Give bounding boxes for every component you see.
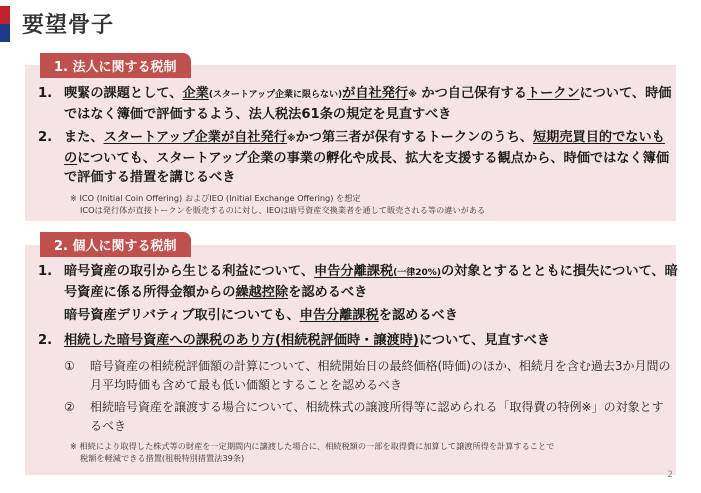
text-underlined: が自社発行 <box>342 86 409 101</box>
text-underlined: 短期売買目的でないもの <box>64 130 665 166</box>
text-underlined: 企業 <box>182 86 209 101</box>
section1-note <box>70 192 485 216</box>
circled-number: ① <box>64 359 75 373</box>
text: かつ第三者が保有するトークンのうち、 <box>295 130 533 145</box>
note-line: ※ 相続により取得した株式等の財産を一定期間内に譲渡した場合に、相続税額の一部を取得費に加算して譲渡所得を計算することで <box>70 441 555 451</box>
note-line: ※ ICO (Initial Coin Offering) およびIEO (Initial Exchange Offering) を想定 <box>70 193 361 203</box>
title-accent-bar <box>0 6 10 42</box>
page-number: 2 <box>667 470 673 480</box>
text-small: (一律20%) <box>393 268 441 278</box>
text: かつ自己保有する <box>421 86 527 101</box>
text: また、 <box>64 130 104 145</box>
text-underlined: 申告分離課税 <box>299 308 379 323</box>
text: 暗号資産デリバティブ取引についても、 <box>64 308 300 323</box>
section1-item2 <box>38 128 678 187</box>
section1-item1 <box>38 84 678 124</box>
section2-sub1 <box>64 357 674 395</box>
section2-item2 <box>38 331 678 350</box>
accent-red <box>0 6 10 24</box>
page-title: 要望骨子 <box>22 13 115 38</box>
text: についても、スタートアップ企業の事業の孵化や成長、拡大を支援する観点から、時価ではなく簿価で評価する措置を講じるべき <box>64 151 670 185</box>
text: を認めるべき <box>378 308 458 323</box>
section1-label: 1. 法人に関する税制 <box>40 53 191 78</box>
text: 暗号資産の取引から生じる利益について、 <box>64 264 315 279</box>
note-line: 税額を軽減できる措置(租税特別措置法39条) <box>80 453 245 463</box>
section2-note <box>70 440 670 464</box>
text-underlined: が自社発行 <box>220 130 287 145</box>
section2-label: 2. 個人に関する税制 <box>40 232 191 257</box>
accent-blue <box>0 24 10 42</box>
section2-item1b <box>64 306 674 325</box>
note-mark: ※ <box>286 134 296 144</box>
text-underlined: (相続税評価時・譲渡時) <box>275 333 419 348</box>
text-underlined: 繰越控除 <box>235 285 289 300</box>
text-underlined: 相続した暗号資産への課税のあり方 <box>64 333 275 348</box>
note-line: ICOは発行体が直接トークンを販売するのに対し、IEOは暗号資産交換業者を通して販売される等の違いがある <box>80 205 486 215</box>
text: を認めるべき <box>288 285 368 300</box>
item-number: 2. <box>38 333 53 348</box>
text: について、時価ではなく簿価で評価するよう、法人税法61条の規定を見直すべき <box>64 86 672 122</box>
circled-number: ② <box>64 400 75 414</box>
text-underlined: スタートアップ企業 <box>103 130 221 145</box>
sub-text: 暗号資産の相続税評価額の計算について、相続開始日の最終価格(時価)のほか、相続月を含む過去3か月間の月平均時価も含めて最も低い価額とすることを認めるべき <box>90 359 671 392</box>
note-mark: ※ <box>408 90 417 100</box>
section2-item1 <box>38 262 678 302</box>
text: 喫緊の課題として、 <box>64 86 183 101</box>
text-small: (スタートアップ企業に限らない) <box>208 90 343 100</box>
item-number: 1. <box>38 86 53 101</box>
text: について、見直すべき <box>418 333 551 348</box>
text-underlined: トークン <box>526 86 580 101</box>
section2-sub2 <box>64 398 674 436</box>
text: の対象とするとともに損失について、暗号資産に係る所得金額からの <box>64 264 678 300</box>
item-number: 1. <box>38 264 53 279</box>
text-underlined: 申告分離課税 <box>314 264 394 279</box>
item-number: 2. <box>38 130 53 145</box>
sub-text: 相続暗号資産を譲渡する場合について、相続株式の譲渡所得等に認められる「取得費の特例※」の対象とするべき <box>90 400 664 433</box>
